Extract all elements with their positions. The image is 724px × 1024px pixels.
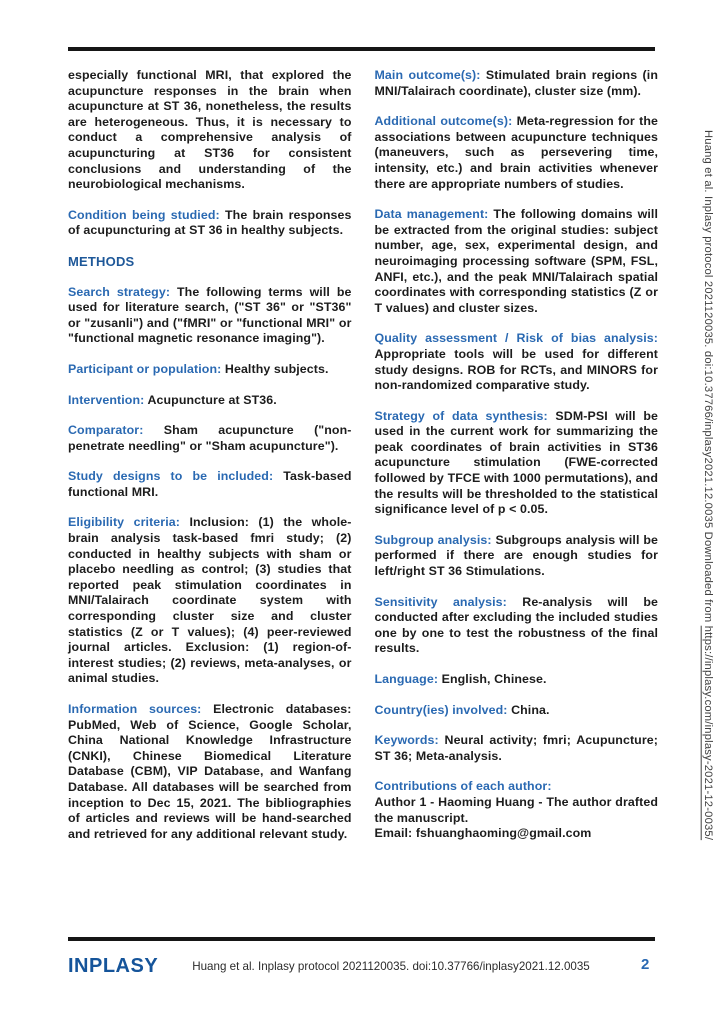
section-label: Participant or population: (68, 361, 222, 376)
sidebar-citation-text: Huang et al. Inplasy protocol 2021120035. doi:10.37766/inplasy2021.12.0035 Downloaded from (702, 130, 714, 626)
section-text: The following terms will be used for literature search, ("ST 36" or "ST36" or "zusanli") and ("fMRI" or "functional MRI" or "functional magnetic resonance imaging"). (68, 284, 352, 346)
section-text: Subgroups analysis will be performed if there are enough studies for left/right ST 36 Stimulations. (374, 532, 659, 579)
contribution-author-line: Author 1 - Haoming Huang - The author drafted the manuscript. (374, 794, 658, 825)
section-additional-outcomes (375, 114, 659, 192)
section-text: Sham acupuncture ("non-penetrate needling" or "Sham acupuncture"). (68, 423, 352, 453)
contribution-email-line: Email: fshuanghaoming@gmail.com (374, 826, 592, 841)
section-text: Neural activity; fmri; Acupuncture; ST 36; Meta-analysis. (374, 733, 658, 763)
section-label: Eligibility criteria: (68, 515, 180, 530)
section-countries-involved (375, 703, 659, 719)
left-column (68, 68, 352, 857)
section-label: Intervention: (68, 392, 145, 407)
section-quality-assessment (375, 331, 659, 393)
section-label: Search strategy: (68, 284, 171, 299)
section-information-sources (68, 702, 352, 842)
section-text: China. (511, 702, 550, 717)
sidebar-url-link[interactable]: https://inplasy.com/inplasy-2021-12-0035/ (702, 625, 714, 841)
section-text: Healthy subjects. (224, 361, 329, 376)
section-comparator (68, 423, 352, 454)
section-label: Information sources: (68, 702, 202, 716)
section-text: Task-based functional MRI. (68, 469, 352, 499)
section-label: Main outcome(s): (374, 68, 481, 82)
section-text: Stimulated brain regions (in MNI/Talairach coordinate), cluster size (mm). (374, 68, 658, 98)
section-intro (68, 68, 352, 193)
section-text: The brain responses of acupuncturing at ST 36 in healthy subjects. (68, 207, 352, 238)
section-text: Appropriate tools will be used for different study designs. ROB for RCTs, and MINORS for non-randomized comparative study. (374, 346, 658, 393)
section-text: Acupuncture at ST36. (147, 392, 277, 407)
section-text: The following domains will be extracted from the original studies: subject number, age, sex, experimental design, and neuroimaging processing software (SPM, FSL, ANFI, etc.), and the peak MNI/Talairach spatial coordinates with corresponding statistics (Z or T values) and cluster sizes. (374, 207, 658, 315)
section-label: Country(ies) involved: (374, 702, 508, 717)
section-keywords (375, 733, 659, 764)
section-data-management (375, 207, 659, 316)
section-label: Study designs to be included: (68, 469, 274, 484)
section-condition-being-studied (68, 208, 352, 239)
footer-citation: Huang et al. Inplasy protocol 2021120035. doi:10.37766/inplasy2021.12.0035 (192, 960, 590, 973)
two-column-content (68, 68, 658, 857)
section-text: Electronic databases: PubMed, Web of Science, Google Scholar, China National Knowledge Infrastructure (CNKI), Chinese Biomedical Literature Database (CBM), VIP Database, and Wanfang Database. All databases will be searched from inception to Dec 15, 2021. The bibliographies of articles and reviews will be hand-searched and retrieved for any additional relevant study. (68, 702, 352, 841)
top-rule (68, 47, 655, 51)
section-text: Re-analysis will be conducted after excluding the included studies one by one to test the robustness of the final results. (374, 594, 658, 656)
section-participant-or-population (68, 362, 352, 378)
section-study-designs (68, 469, 352, 500)
methods-heading: METHODS (68, 253, 135, 269)
section-label: Subgroup analysis: (374, 532, 492, 547)
page-number: 2 (641, 956, 650, 973)
section-subgroup-analysis (375, 533, 659, 580)
section-language (375, 672, 659, 688)
section-sensitivity-analysis (375, 595, 659, 657)
section-label: Additional outcome(s): (374, 114, 513, 129)
section-text: SDM-PSI will be used in the current work for summarizing the peak coordinates of brain activities in ST36 acupuncture stimulation (FWE-corrected followed by TFCE with 1000 permutations), and the results will be thresholded to the statistical significance level of p < 0.05. (374, 408, 658, 517)
sidebar-citation-vertical (702, 130, 714, 1010)
section-text: especially functional MRI, that explored the acupuncture responses in the brain when acupuncture at ST 36, nonetheless, the results are heterogeneous. Thus, it is necessary to conduct a comprehensive analysis of acupuncturing at ST36 for consistent conclusions and understanding of the neurobiological mechanisms. (68, 68, 352, 192)
section-label: Quality assessment / Risk of bias analysis: (374, 331, 658, 346)
section-label: Sensitivity analysis: (374, 594, 507, 609)
section-label: Keywords: (374, 733, 439, 748)
section-intervention (68, 393, 352, 409)
section-strategy-of-data-synthesis (375, 409, 659, 518)
section-label: Condition being studied: (68, 207, 220, 222)
right-column (375, 68, 659, 857)
footer-rule (68, 937, 655, 941)
section-label: Contributions of each author: (374, 779, 552, 794)
section-contributions (375, 779, 659, 841)
section-text: Meta-regression for the associations between acupuncture techniques (maneuvers, such as persevering time, intensity, etc.) and brain activities whenever there are appropriate numbers of studies. (374, 114, 658, 191)
inplasy-logo: INPLASY (68, 955, 159, 977)
section-text: Inclusion: (1) the whole-brain analysis task-based fmri study; (2) conducted in healthy subjects with sham or placebo needling as control; (3) studies that reported peak stimulation coordinates in MNI/Talairach coordinate system with corresponding cluster size and cluster statistics (Z or T values); (4) peer-reviewed journal articles. Exclusion: (1) region-of-interest studies; (2) reviews, meta-analyses, or animal studies. (68, 515, 352, 686)
section-label: Language: (374, 672, 439, 686)
section-label: Data management: (374, 207, 489, 222)
section-label: Comparator: (68, 423, 144, 438)
section-eligibility-criteria (68, 515, 352, 687)
section-search-strategy (68, 285, 352, 347)
section-main-outcomes (375, 68, 659, 99)
section-text: English, Chinese. (441, 672, 547, 686)
section-label: Strategy of data synthesis: (374, 408, 548, 423)
